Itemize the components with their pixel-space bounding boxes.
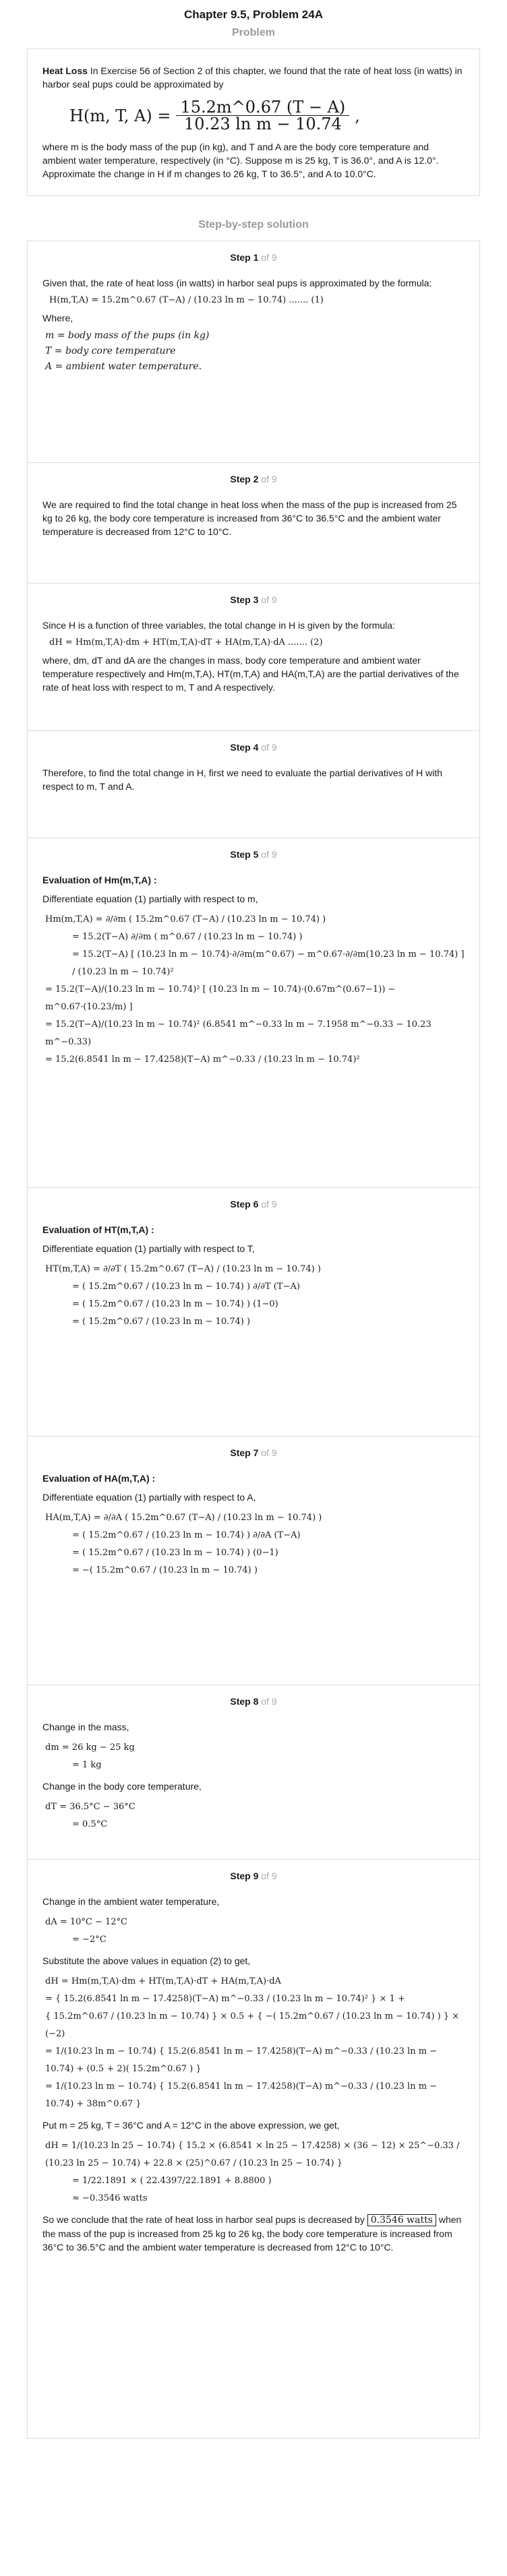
derivation-line: = ( 15.2m^0.67 / (10.23 ln m − 10.74) ) ∂/∂T (T−A) [72, 1282, 300, 1292]
heat-loss-formula [69, 100, 465, 131]
step-1 [28, 241, 479, 463]
derivation-line: = −( 15.2m^0.67 / (10.23 ln m − 10.74) ) [72, 1565, 258, 1575]
conclusion-text-b: when the mass of the pup is increased from 25 kg to 26 kg, the body core temperature is increased from 36°C to 36.5°C and the ambient water temperature is decreased from 12°C to 10°C. [42, 2214, 462, 2253]
step-text: Differentiate equation (1) partially with respect to A, [42, 1492, 256, 1503]
definition-list [45, 329, 465, 373]
step-text: Therefore, to find the total change in H, first we need to evaluate the partial derivatives of H with respect to m, T and A. [42, 767, 442, 792]
derivation-line: dm = 26 kg − 25 kg [45, 1742, 135, 1753]
step-header: Step 8 of 9 [230, 1696, 277, 1707]
chapter-title: Chapter 9.5, Problem 24A [184, 8, 323, 21]
step-header: Step 9 of 9 [230, 1871, 277, 1881]
derivation-line: = ( 15.2m^0.67 / (10.23 ln m − 10.74) ) ∂/∂A (T−A) [72, 1530, 301, 1540]
step-header: Step 1 of 9 [230, 252, 277, 263]
eval-heading: Evaluation of Hm(m,T,A) : [42, 875, 157, 885]
derivation-line: = { 15.2(6.8541 ln m − 17.4258)(T−A) m^−0.33 / (10.23 ln m − 10.74)² } × 1 + [45, 1994, 405, 2004]
answer-box: 0.3546 watts [367, 2214, 436, 2226]
derivation-line: Hm(m,T,A) = ∂/∂m ( 15.2m^0.67 (T−A) / (10.23 ln m − 10.74) ) [45, 914, 326, 924]
derivation-line: = 15.2(T−A) ∂/∂m ( m^0.67 / (10.23 ln m − 10.74) ) [72, 932, 303, 942]
where-label: Where, [42, 313, 73, 323]
step-header: Step 7 of 9 [230, 1447, 277, 1458]
formula-lhs: H(m, T, A) = [69, 106, 171, 125]
definition-m: m = body mass of the pups (in kg) [45, 330, 210, 341]
formula-fraction [176, 100, 349, 131]
derivation-line: dH = 1/(10.23 ln 25 − 10.74) { 15.2 × (6.8541 × ln 25 − 17.4258) × (36 − 12) × 25^−0.33 / (10.23 ln 25 − 10.74) + 22.8 × (25)^0.67 / (10.23 ln 25 − 10.74) } [45, 2141, 460, 2168]
temperature-change-block [45, 1798, 465, 1833]
solution-label: Step-by-step solution [198, 219, 309, 230]
equation-2: dH = Hm(m,T,A)·dm + HT(m,T,A)·dT + HA(m,T,A)·dA ....... (2) [49, 637, 323, 648]
derivation-line: = 1/22.1891 × ( 22.4397/22.1891 + 8.8800 ) [72, 2176, 272, 2186]
step-text: Change in the mass, [42, 1722, 129, 1732]
step-text: Differentiate equation (1) partially with respect to m, [42, 893, 258, 904]
eval-heading: Evaluation of HA(m,T,A) : [42, 1473, 156, 1484]
step-of: of 9 [258, 1696, 277, 1707]
step-number: 6 [253, 1199, 259, 1210]
derivation-line: dT = 36.5°C − 36°C [45, 1802, 136, 1812]
step-text-c: Put m = 25 kg, T = 36°C and A = 12°C in the above expression, we get, [42, 2120, 340, 2131]
step-text: Given that, the rate of heat loss (in watts) in harbor seal pups is approximated by the formula: [42, 278, 432, 288]
problem-bold-lead: Heat Loss [42, 65, 88, 76]
step-6 [28, 1188, 479, 1437]
step-3 [28, 584, 479, 731]
step-of: of 9 [258, 849, 277, 860]
step-of: of 9 [258, 742, 277, 753]
step-text: Since H is a function of three variables, the total change in H is given by the formula: [42, 620, 395, 631]
step-number: 3 [253, 594, 259, 605]
step-header: Step 2 of 9 [230, 474, 277, 484]
formula-denominator: 10.23 ln m − 10.74 [183, 115, 342, 133]
step-text-b: Change in the body core temperature, [42, 1781, 202, 1792]
formula-end: , [355, 106, 360, 125]
derivation-line: ≈ −0.3546 watts [72, 2193, 148, 2203]
derivation-line: = 1/(10.23 ln m − 10.74) { 15.2(6.8541 ln m − 17.4258)(T−A) m^−0.33 / (10.23 ln m − 10.74) + (0.5 + 2)( 15.2m^0.67 ) } [45, 2046, 438, 2074]
step-4 [28, 731, 479, 838]
solution-page [27, 0, 480, 2452]
derivation-line: = 0.5°C [72, 1819, 108, 1829]
step-2 [28, 463, 479, 584]
step-of: of 9 [258, 1447, 277, 1458]
conclusion [42, 2213, 465, 2254]
steps-container [27, 241, 480, 2439]
step-7 [28, 1437, 479, 1685]
step-of: of 9 [258, 1199, 277, 1210]
derivation-line: dH = Hm(m,T,A)·dm + HT(m,T,A)·dT + HA(m,T,A)·dA [45, 1976, 281, 1986]
problem-box [27, 49, 480, 196]
derivation-line: = 1 kg [72, 1760, 102, 1770]
step-text: Change in the ambient water temperature, [42, 1896, 220, 1907]
derivation-line: = ( 15.2m^0.67 / (10.23 ln m − 10.74) ) [72, 1317, 251, 1327]
definition-t: T = body core temperature [45, 346, 176, 356]
derivation-line: = 15.2(T−A)/(10.23 ln m − 10.74)² [ (10.23 ln m − 10.74)·(0.67m^(0.67−1)) − m^0.67·(10.23/m) ] [45, 984, 396, 1012]
substitution-block [45, 1973, 465, 2113]
derivation-block [45, 1261, 465, 1331]
formula-numerator: 15.2m^0.67 (T − A) [176, 100, 349, 116]
derivation-block [45, 1509, 465, 1579]
step-number: 2 [253, 474, 259, 484]
derivation-line: dA = 10°C − 12°C [45, 1917, 128, 1927]
derivation-block [45, 911, 465, 1069]
step-number: 1 [253, 252, 259, 263]
step-of: of 9 [258, 594, 277, 605]
step-text: We are required to find the total change in heat loss when the mass of the pup is increased from 25 kg to 26 kg, the body core temperature is increased from 36°C to 36.5°C and the ambient water temperature is decreased from 12°C to 10°C. [42, 499, 457, 537]
derivation-line: = −2°C [72, 1935, 107, 1945]
step-header: Step 4 of 9 [230, 742, 277, 753]
step-of: of 9 [258, 474, 277, 484]
problem-label: Problem [231, 27, 275, 38]
step-number: 9 [253, 1871, 259, 1881]
equation-1: H(m,T,A) = 15.2m^0.67 (T−A) / (10.23 ln m − 10.74) ....... (1) [49, 295, 324, 305]
problem-body: where m is the body mass of the pup (in kg), and T and A are the body core temperature and ambient water temperature, respectively (in °C). Suppose m is 25 kg, T is 36.0°, and A is 12.0°. Approximate the change in H if m changes to 26 kg, T to 36.5°, and A to 10.0°C. [42, 142, 439, 179]
step-of: of 9 [258, 1871, 277, 1881]
step-of: of 9 [258, 252, 277, 263]
step-5 [28, 838, 479, 1188]
step-8 [28, 1685, 479, 1860]
step-header: Step 5 of 9 [230, 849, 277, 860]
problem-intro-text: In Exercise 56 of Section 2 of this chapter, we found that the rate of heat loss (in watts) in harbor seal pups could be approximated by [42, 65, 463, 90]
step-number: 5 [253, 849, 259, 860]
derivation-line: HA(m,T,A) = ∂/∂A ( 15.2m^0.67 (T−A) / (10.23 ln m − 10.74) ) [45, 1513, 322, 1523]
derivation-line: = ( 15.2m^0.67 / (10.23 ln m − 10.74) ) (0−1) [72, 1548, 278, 1558]
derivation-line: { 15.2m^0.67 / (10.23 ln m − 10.74) } × 0.5 + { −( 15.2m^0.67 / (10.23 ln m − 10.74) ) } × (−2) [45, 2011, 460, 2039]
step-text: Differentiate equation (1) partially with respect to T, [42, 1243, 255, 1254]
step-number: 4 [253, 742, 259, 753]
step-header: Step 3 of 9 [230, 594, 277, 605]
step-9 [28, 1860, 479, 2438]
derivation-line: HT(m,T,A) = ∂/∂T ( 15.2m^0.67 (T−A) / (10.23 ln m − 10.74) ) [45, 1264, 321, 1274]
derivation-line: = 15.2(6.8541 ln m − 17.4258)(T−A) m^−0.33 / (10.23 ln m − 10.74)² [45, 1055, 360, 1065]
numeric-block [45, 2137, 465, 2207]
step-header: Step 6 of 9 [230, 1199, 277, 1210]
eval-heading: Evaluation of HT(m,T,A) : [42, 1224, 154, 1235]
step-text-b: Substitute the above values in equation (2) to get, [42, 1955, 251, 1966]
derivation-line: = 1/(10.23 ln m − 10.74) { 15.2(6.8541 ln m − 17.4258)(T−A) m^−0.33 / (10.23 ln m − 10.74) + 38m^0.67 } [45, 2081, 438, 2109]
problem-intro [42, 64, 465, 91]
definition-a: A = ambient water temperature. [45, 361, 202, 372]
step-number: 7 [253, 1447, 259, 1458]
mass-change-block [45, 1739, 465, 1774]
ambient-change-block [45, 1914, 465, 1949]
derivation-line: = 15.2(T−A) [ (10.23 ln m − 10.74)·∂/∂m(m^0.67) − m^0.67·∂/∂m(10.23 ln m − 10.74) ] / (10.23 ln m − 10.74)² [72, 949, 465, 977]
derivation-line: = ( 15.2m^0.67 / (10.23 ln m − 10.74) ) (1−0) [72, 1299, 278, 1309]
step-text-b: where, dm, dT and dA are the changes in mass, body core temperature and ambient water temperature respectively and Hm(m,T,A), HT(m,T,A) and HA(m,T,A) are the partial derivatives of the rate of heat loss with respect to m, T and A respectively. [42, 655, 459, 693]
step-number: 8 [253, 1696, 259, 1707]
conclusion-text-a: So we conclude that the rate of heat loss in harbor seal pups is decreased by [42, 2214, 365, 2225]
derivation-line: = 15.2(T−A)/(10.23 ln m − 10.74)² (6.8541 m^−0.33 ln m − 7.1958 m^−0.33 − 10.23 m^−0.33) [45, 1019, 431, 1047]
